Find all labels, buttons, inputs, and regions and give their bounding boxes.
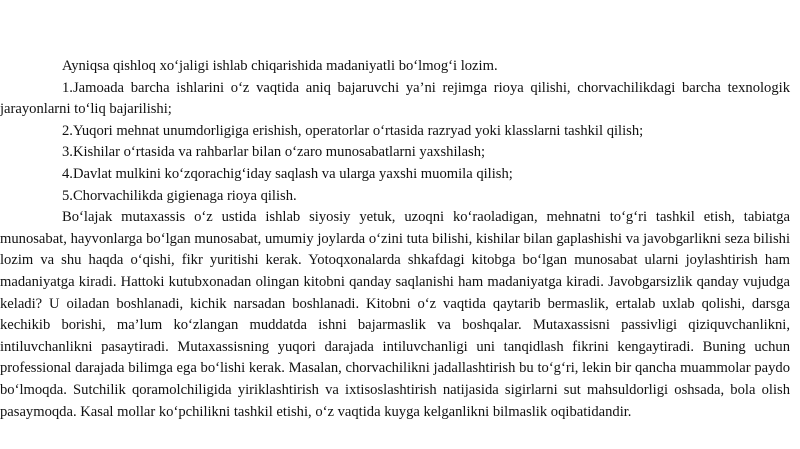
document-body [0, 56, 790, 423]
list-item-2: 2.Yuqori mehnat unumdorligiga erishish, operatorlar o‘rtasida razryad yoki klasslarni tashkil qilish; [62, 122, 644, 139]
list-item-1: 1.Jamoada barcha ishlarini o‘z vaqtida aniq bajaruvchi ya’ni rejimga rioya qilishi, chorvachilikdagi barcha texnologik jarayonlarni to‘liq bajarilishi; [0, 79, 790, 118]
paragraph-main: Bo‘lajak mutaxassis o‘z ustida ishlab siyosiy yetuk, uzoqni ko‘raoladigan, mehnatni to‘g‘ri tashkil etish, tabiatga munosabat, hayvonlarga bo‘lgan munosabat, umumiy joylarda o‘zini tuta bilishi, kishilar bilan gaplashishi va javobgarlikni seza bilishi lozim va shu haqda o‘qishi, fikr yuritishi kerak. Yotoqxonalarda shkafdagi kitobga bo‘lgan munosabat ularni joylashtirish ham madaniyatga kiradi. Hattoki kutubxonadan olingan kitobni qanday saqlanishi ham madaniyatga kiradi. Javobgarsizlik qanday vujudga keladi? U oiladan boshlanadi, kichik narsadan boshlanadi. Kitobni o‘z vaqtida qaytarib bermaslik, ertalab uxlab qolishi, darsga kechikib borishi, ma’lum ko‘zlangan muddatda ishni bajarmaslik va boshqalar. Mutaxassisni passivligi qiziquvchanlikni, intiluvchanlikni pasaytiradi. Mutaxassisning yuqori darajada intiluvchanligi uni tanqidlash fikrini kengaytiradi. Buning uchun professional darajada bilimga ega bo‘lishi kerak. Masalan, chorvachilikni jadallashtirish bu to‘g‘ri, lekin bir qancha muammolar paydo bo‘lmoqda. Sutchilik qoramolchiligida yiriklashtirish va ixtisoslashtirish natijasida sigirlarni sut mahsuldorligi oshsada, bola olish pasaymoqda. Kasal mollar ko‘pchilikni tashkil etishi, o‘z vaqtida kuyga kelganlikni bilmaslik oqibatidandir. [0, 209, 790, 420]
list-item-3: 3.Kishilar o‘rtasida va rahbarlar bilan o‘zaro munosabatlarni yaxshilash; [62, 144, 486, 161]
list-item-4: 4.Davlat mulkini ko‘zqorachig‘iday saqlash va ularga yaxshi muomila qilish; [62, 165, 513, 182]
list-item-5: 5.Chorvachilikda gigienaga rioya qilish. [62, 187, 297, 204]
paragraph-intro: Ayniqsa qishloq xo‘jaligi ishlab chiqarishida madaniyatli bo‘lmog‘i lozim. [62, 58, 498, 74]
